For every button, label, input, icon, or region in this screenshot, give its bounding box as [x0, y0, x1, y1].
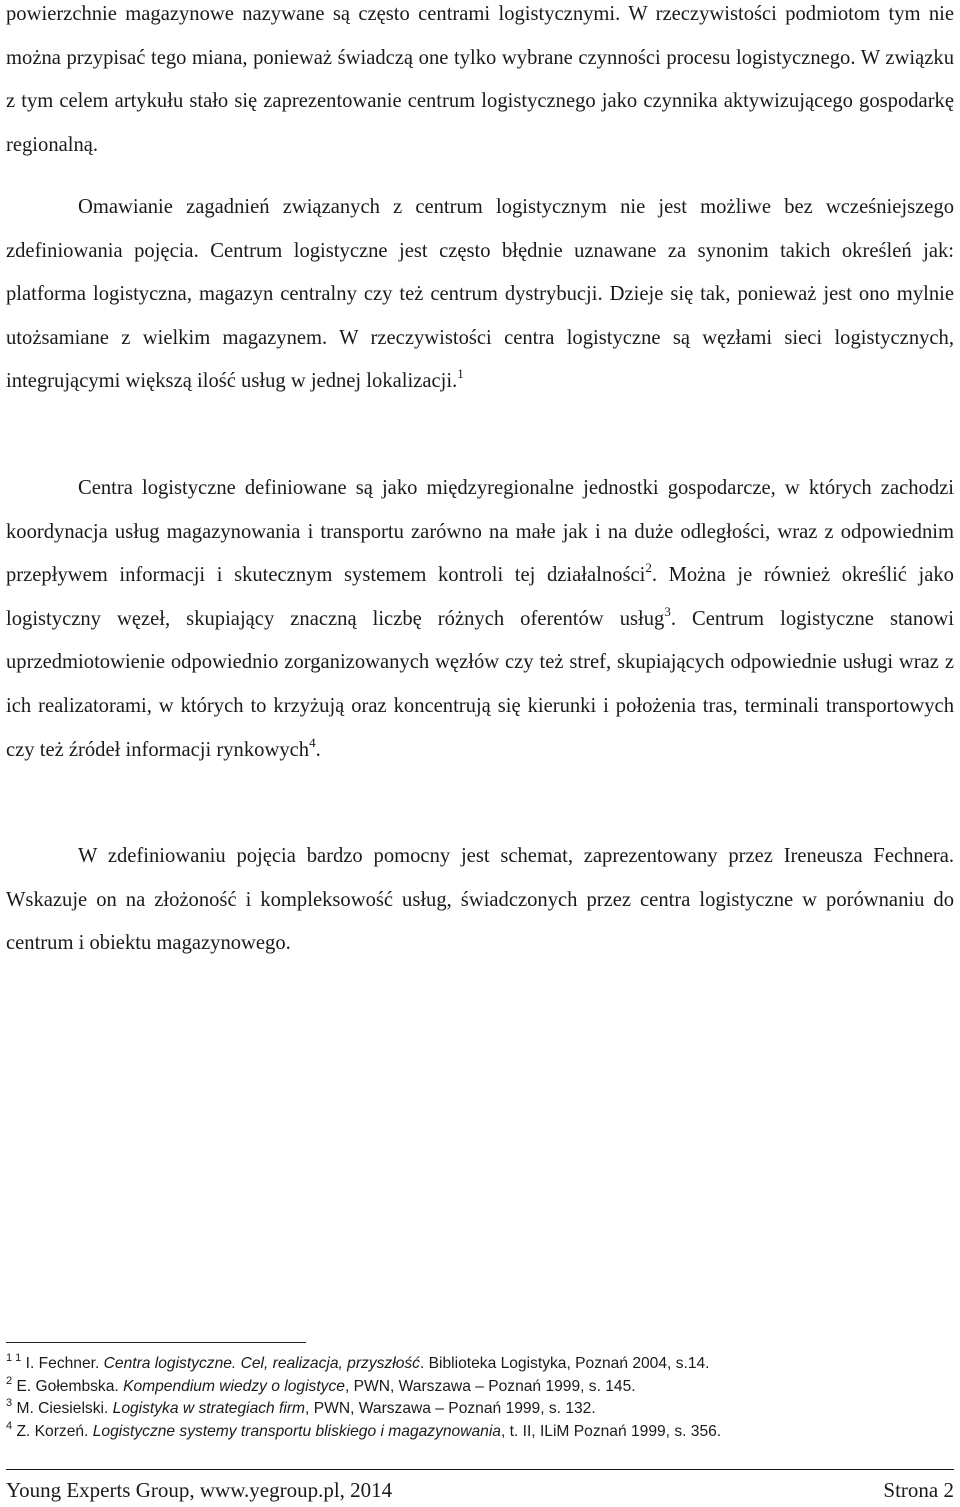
footnote-author: E. Gołembska.	[12, 1377, 124, 1395]
footnote-1	[6, 1353, 954, 1376]
footnote-publication: , t. II, ILiM Poznań 1999, s. 356.	[500, 1422, 722, 1440]
paragraph-3-text-d: .	[315, 738, 321, 761]
paragraph-4	[6, 835, 954, 966]
footnote-publication: , PWN, Warszawa – Poznań 1999, s. 145.	[344, 1377, 636, 1395]
footnote-ref-1[interactable]: 1	[457, 366, 464, 382]
paragraph-1	[6, 0, 954, 167]
paragraph-3-text-b: . Można je również określić jako logistyczny węzeł, skupiający znaczną liczbę różnych oferentów usług	[6, 564, 954, 630]
footnote-ref-4[interactable]: 4	[309, 734, 316, 750]
footnote-title: Centra logistyczne. Cel, realizacja, przyszłość	[103, 1355, 420, 1372]
footnote-publication: , PWN, Warszawa – Poznań 1999, s. 132.	[305, 1400, 596, 1418]
paragraph-3-text-c: . Centrum logistyczne stanowi uprzedmiotowienie odpowiednio zorganizowanych węzłów czy też stref, skupiających odpowiednie usługi wraz z ich realizatorami, w których to krzyżują oraz koncentrują się kierunki i położenia tras, terminali transportowych czy też źródeł informacji rynkowych	[6, 607, 955, 761]
footnote-author: M. Ciesielski.	[12, 1400, 113, 1418]
footnote-title: Logistyczne systemy transportu bliskiego i magazynowania	[92, 1422, 501, 1440]
footnote-mark: 2	[6, 1374, 13, 1387]
paragraph-3	[6, 467, 954, 772]
footnote-ref-3[interactable]: 3	[664, 603, 671, 619]
paragraph-2	[6, 186, 954, 404]
footnote-3	[6, 1398, 954, 1421]
paragraph-4-text: W zdefiniowaniu pojęcia bardzo pomocny jest schemat, zaprezentowany przez Ireneusza Fechnera. Wskazuje on na złożoność i kompleksowość usług, świadczonych przez centra logistyczne w porównaniu do centrum i obiektu magazynowego.	[6, 845, 954, 955]
footnote-title: Kompendium wiedzy o logistyce	[123, 1377, 345, 1395]
page-footer	[6, 1475, 954, 1505]
paragraph-3-text-a: Centra logistyczne definiowane są jako międzyregionalne jednostki gospodarcze, w których zachodzi koordynacja usług magazynowania i transportu zarówno na małe jak i na duże odległości, wraz z odpowiednim przepływem informacji i skutecznym systemem kontroli tej działalności	[6, 477, 954, 587]
footnote-separator	[6, 1342, 306, 1343]
page-number: Strona 2	[883, 1478, 954, 1502]
footnote-ref-2[interactable]: 2	[645, 560, 652, 576]
footer-publisher: Young Experts Group, www.yegroup.pl, 2014	[6, 1478, 393, 1502]
footnote-author: Z. Korzeń.	[12, 1422, 93, 1440]
footnote-2	[6, 1376, 954, 1399]
footer-separator	[6, 1469, 954, 1470]
footnotes	[6, 1353, 954, 1443]
footnote-mark: 3	[6, 1397, 13, 1410]
footnote-mark: 1 1	[6, 1352, 22, 1364]
paragraph-1-text: powierzchnie magazynowe nazywane są często centrami logistycznymi. W rzeczywistości podmiotom tym nie można przypisać tego miana, ponieważ świadczą one tylko wybrane czynności procesu logistycznego. W związku z tym celem artykułu stało się zaprezentowanie centrum logistycznego jako czynnika aktywizującego gospodarkę regionalną.	[6, 3, 954, 156]
footnote-author: I. Fechner.	[21, 1355, 104, 1372]
footnote-4	[6, 1421, 954, 1444]
footnote-mark: 4	[6, 1419, 13, 1432]
footnote-publication: . Biblioteka Logistyka, Poznań 2004, s.14.	[419, 1355, 710, 1372]
footnote-title: Logistyka w strategiach firm	[112, 1400, 306, 1418]
paragraph-2-text: Omawianie zagadnień związanych z centrum logistycznym nie jest możliwe bez wcześniejszego zdefiniowania pojęcia. Centrum logistyczne jest często błędnie uznawane za synonim takich określeń jak: platforma logistyczna, magazyn centralny czy też centrum dystrybucji. Dzieje się tak, ponieważ jest ono mylnie utożsamiane z wielkim magazynem. W rzeczywistości centra logistyczne są węzłami sieci logistycznych, integrującymi większą ilość usług w jednej lokalizacji.	[6, 196, 954, 393]
